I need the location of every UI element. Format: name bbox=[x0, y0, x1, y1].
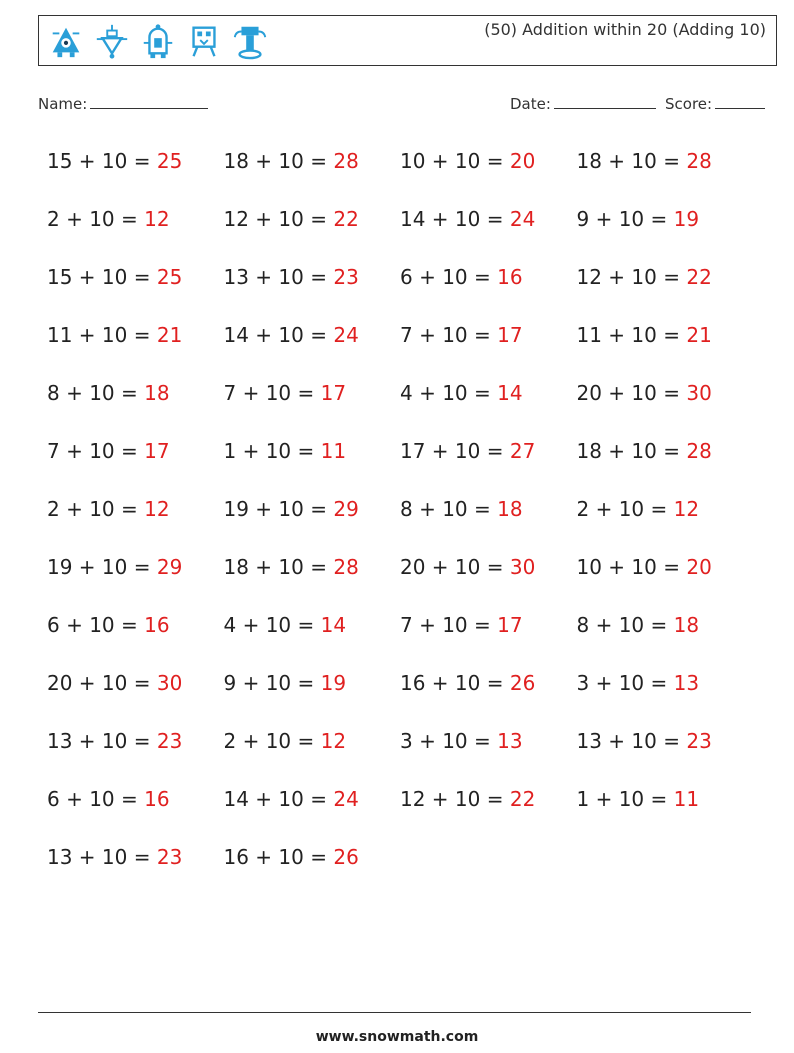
problem-item bbox=[577, 436, 754, 494]
problem-answer: 11 bbox=[673, 787, 700, 811]
problem-answer: 16 bbox=[144, 613, 170, 637]
score-blank bbox=[715, 94, 765, 109]
problem-item bbox=[400, 262, 577, 320]
problem-answer: 24 bbox=[509, 207, 536, 231]
problem-item bbox=[47, 436, 224, 494]
problem-item bbox=[224, 668, 401, 726]
problem-item bbox=[400, 494, 577, 552]
problem-item bbox=[224, 610, 401, 668]
problem-question: 18 + 10 = bbox=[223, 555, 334, 579]
problem-answer: 18 bbox=[144, 381, 170, 405]
problem-answer: 22 bbox=[509, 787, 536, 811]
problem-question: 11 + 10 = bbox=[47, 323, 157, 347]
problem-question: 7 + 10 = bbox=[47, 439, 145, 463]
problem-item bbox=[47, 146, 224, 204]
problem-row bbox=[47, 146, 767, 204]
problem-item bbox=[47, 378, 224, 436]
robot-icons bbox=[47, 22, 269, 60]
problem-answer: 30 bbox=[509, 555, 536, 579]
problem-answer: 17 bbox=[320, 381, 347, 405]
problem-answer: 25 bbox=[156, 149, 183, 173]
problem-item bbox=[577, 320, 754, 378]
problem-question: 6 + 10 = bbox=[400, 265, 498, 289]
problem-question: 12 + 10 = bbox=[576, 265, 687, 289]
robot-4-icon bbox=[185, 22, 223, 60]
problem-item bbox=[47, 784, 224, 842]
problem-question: 4 + 10 = bbox=[223, 613, 321, 637]
problem-question: 6 + 10 = bbox=[47, 787, 145, 811]
date-field bbox=[510, 94, 656, 113]
problem-item bbox=[47, 262, 224, 320]
problem-item bbox=[224, 378, 401, 436]
problem-item bbox=[47, 842, 224, 900]
problem-answer: 21 bbox=[686, 323, 712, 347]
problem-answer: 27 bbox=[509, 439, 536, 463]
problem-question: 2 + 10 = bbox=[47, 207, 145, 231]
problem-question: 12 + 10 = bbox=[400, 787, 510, 811]
robot-5-icon bbox=[231, 22, 269, 60]
problem-answer: 18 bbox=[673, 613, 700, 637]
name-blank bbox=[90, 94, 208, 109]
problem-item bbox=[400, 320, 577, 378]
problem-item bbox=[577, 668, 754, 726]
problem-question: 18 + 10 = bbox=[576, 439, 687, 463]
problem-row bbox=[47, 494, 767, 552]
problem-item bbox=[224, 204, 401, 262]
problem-answer: 19 bbox=[320, 671, 347, 695]
problem-question: 15 + 10 = bbox=[47, 149, 157, 173]
problem-item bbox=[577, 204, 754, 262]
problem-answer: 23 bbox=[156, 845, 183, 869]
problem-answer: 23 bbox=[156, 729, 183, 753]
problem-item bbox=[400, 204, 577, 262]
problem-answer: 17 bbox=[497, 613, 523, 637]
problem-answer: 13 bbox=[673, 671, 700, 695]
problem-question: 16 + 10 = bbox=[400, 671, 510, 695]
problem-question: 13 + 10 = bbox=[47, 729, 157, 753]
problem-answer: 24 bbox=[333, 323, 359, 347]
footer-url: www.snowmath.com bbox=[315, 1029, 479, 1045]
problem-answer: 28 bbox=[686, 149, 712, 173]
problem-answer: 12 bbox=[320, 729, 347, 753]
problem-answer: 25 bbox=[156, 265, 183, 289]
problem-question: 2 + 10 = bbox=[47, 497, 145, 521]
problem-item bbox=[47, 320, 224, 378]
problem-answer: 26 bbox=[509, 671, 536, 695]
problem-question: 1 + 10 = bbox=[223, 439, 321, 463]
problem-question: 14 + 10 = bbox=[400, 207, 510, 231]
problem-answer: 20 bbox=[686, 555, 712, 579]
problem-item bbox=[224, 262, 401, 320]
footer-divider bbox=[38, 1012, 751, 1013]
problem-question: 11 + 10 = bbox=[576, 323, 687, 347]
problem-row bbox=[47, 726, 767, 784]
robot-2-icon bbox=[93, 22, 131, 60]
problem-question: 8 + 10 = bbox=[47, 381, 145, 405]
problem-item bbox=[577, 378, 754, 436]
problem-row bbox=[47, 320, 767, 378]
problem-row bbox=[47, 668, 767, 726]
problem-question: 10 + 10 = bbox=[400, 149, 510, 173]
problem-answer: 29 bbox=[156, 555, 183, 579]
problem-question: 3 + 10 = bbox=[400, 729, 498, 753]
problem-question: 9 + 10 = bbox=[223, 671, 321, 695]
worksheet-title: (50) Addition within 20 (Adding 10) bbox=[484, 20, 766, 39]
problem-row bbox=[47, 784, 767, 842]
problem-answer: 12 bbox=[673, 497, 700, 521]
problem-answer: 17 bbox=[144, 439, 170, 463]
problem-answer: 13 bbox=[497, 729, 523, 753]
problem-grid bbox=[47, 146, 767, 900]
problem-question: 1 + 10 = bbox=[576, 787, 674, 811]
problem-question: 6 + 10 = bbox=[47, 613, 145, 637]
problem-item bbox=[577, 494, 754, 552]
problem-item bbox=[577, 552, 754, 610]
problem-question: 18 + 10 = bbox=[223, 149, 334, 173]
problem-item bbox=[400, 726, 577, 784]
problem-item bbox=[400, 436, 577, 494]
problem-item bbox=[400, 146, 577, 204]
problem-item bbox=[577, 784, 754, 842]
problem-item bbox=[400, 552, 577, 610]
problem-row bbox=[47, 378, 767, 436]
problem-question: 13 + 10 = bbox=[223, 265, 334, 289]
score-field bbox=[665, 94, 765, 113]
problem-item bbox=[47, 204, 224, 262]
problem-question: 20 + 10 = bbox=[400, 555, 510, 579]
problem-row bbox=[47, 436, 767, 494]
problem-row bbox=[47, 552, 767, 610]
problem-answer: 16 bbox=[144, 787, 170, 811]
problem-item bbox=[224, 494, 401, 552]
problem-item bbox=[224, 726, 401, 784]
problem-question: 15 + 10 = bbox=[47, 265, 157, 289]
problem-answer: 11 bbox=[320, 439, 347, 463]
problem-answer: 17 bbox=[497, 323, 523, 347]
problem-answer: 12 bbox=[144, 497, 170, 521]
problem-item bbox=[577, 262, 754, 320]
problem-question: 7 + 10 = bbox=[400, 613, 498, 637]
problem-item bbox=[577, 726, 754, 784]
problem-item bbox=[400, 378, 577, 436]
problem-question: 18 + 10 = bbox=[576, 149, 687, 173]
problem-answer: 16 bbox=[497, 265, 523, 289]
robot-3-icon bbox=[139, 22, 177, 60]
score-label: Score: bbox=[665, 95, 713, 113]
problem-item bbox=[47, 552, 224, 610]
problem-question: 7 + 10 = bbox=[223, 381, 321, 405]
problem-question: 12 + 10 = bbox=[223, 207, 334, 231]
header-box bbox=[38, 15, 777, 66]
problem-answer: 30 bbox=[156, 671, 183, 695]
problem-question: 20 + 10 = bbox=[576, 381, 687, 405]
problem-answer: 26 bbox=[333, 845, 359, 869]
problem-question: 2 + 10 = bbox=[576, 497, 674, 521]
problem-item bbox=[47, 494, 224, 552]
problem-question: 2 + 10 = bbox=[223, 729, 321, 753]
problem-question: 7 + 10 = bbox=[400, 323, 498, 347]
problem-answer: 12 bbox=[144, 207, 170, 231]
problem-question: 4 + 10 = bbox=[400, 381, 498, 405]
problem-answer: 29 bbox=[333, 497, 359, 521]
date-blank bbox=[554, 94, 656, 109]
problem-answer: 20 bbox=[509, 149, 536, 173]
problem-answer: 24 bbox=[333, 787, 359, 811]
problem-answer: 14 bbox=[497, 381, 523, 405]
problem-question: 9 + 10 = bbox=[576, 207, 674, 231]
problem-item bbox=[400, 784, 577, 842]
problem-row bbox=[47, 262, 767, 320]
problem-question: 8 + 10 = bbox=[400, 497, 498, 521]
problem-question: 14 + 10 = bbox=[223, 323, 334, 347]
problem-item bbox=[224, 552, 401, 610]
problem-question: 14 + 10 = bbox=[223, 787, 334, 811]
problem-item bbox=[224, 842, 401, 900]
problem-item bbox=[577, 610, 754, 668]
problem-answer: 22 bbox=[333, 207, 359, 231]
problem-item bbox=[47, 610, 224, 668]
date-label: Date: bbox=[510, 95, 551, 113]
problem-answer: 22 bbox=[686, 265, 712, 289]
problem-item bbox=[224, 784, 401, 842]
problem-question: 16 + 10 = bbox=[223, 845, 334, 869]
problem-question: 8 + 10 = bbox=[576, 613, 674, 637]
problem-item bbox=[47, 726, 224, 784]
problem-answer: 18 bbox=[497, 497, 523, 521]
problem-answer: 30 bbox=[686, 381, 712, 405]
problem-answer: 21 bbox=[156, 323, 183, 347]
problem-row bbox=[47, 842, 767, 900]
problem-item bbox=[224, 146, 401, 204]
problem-question: 17 + 10 = bbox=[400, 439, 510, 463]
problem-question: 20 + 10 = bbox=[47, 671, 157, 695]
problem-row bbox=[47, 610, 767, 668]
problem-item bbox=[47, 668, 224, 726]
robot-1-icon bbox=[47, 22, 85, 60]
problem-answer: 19 bbox=[673, 207, 700, 231]
problem-item bbox=[577, 146, 754, 204]
problem-answer: 28 bbox=[333, 555, 359, 579]
problem-question: 10 + 10 = bbox=[576, 555, 687, 579]
problem-answer: 23 bbox=[686, 729, 712, 753]
problem-item bbox=[400, 668, 577, 726]
problem-answer: 23 bbox=[333, 265, 359, 289]
name-field bbox=[38, 94, 208, 113]
problem-answer: 28 bbox=[686, 439, 712, 463]
problem-question: 19 + 10 = bbox=[223, 497, 334, 521]
problem-answer: 14 bbox=[320, 613, 347, 637]
problem-row bbox=[47, 204, 767, 262]
problem-item bbox=[400, 610, 577, 668]
name-label: Name: bbox=[38, 95, 88, 113]
problem-question: 13 + 10 = bbox=[576, 729, 687, 753]
problem-question: 3 + 10 = bbox=[576, 671, 674, 695]
problem-answer: 28 bbox=[333, 149, 359, 173]
problem-item bbox=[224, 320, 401, 378]
problem-item bbox=[224, 436, 401, 494]
problem-question: 19 + 10 = bbox=[47, 555, 157, 579]
problem-question: 13 + 10 = bbox=[47, 845, 157, 869]
